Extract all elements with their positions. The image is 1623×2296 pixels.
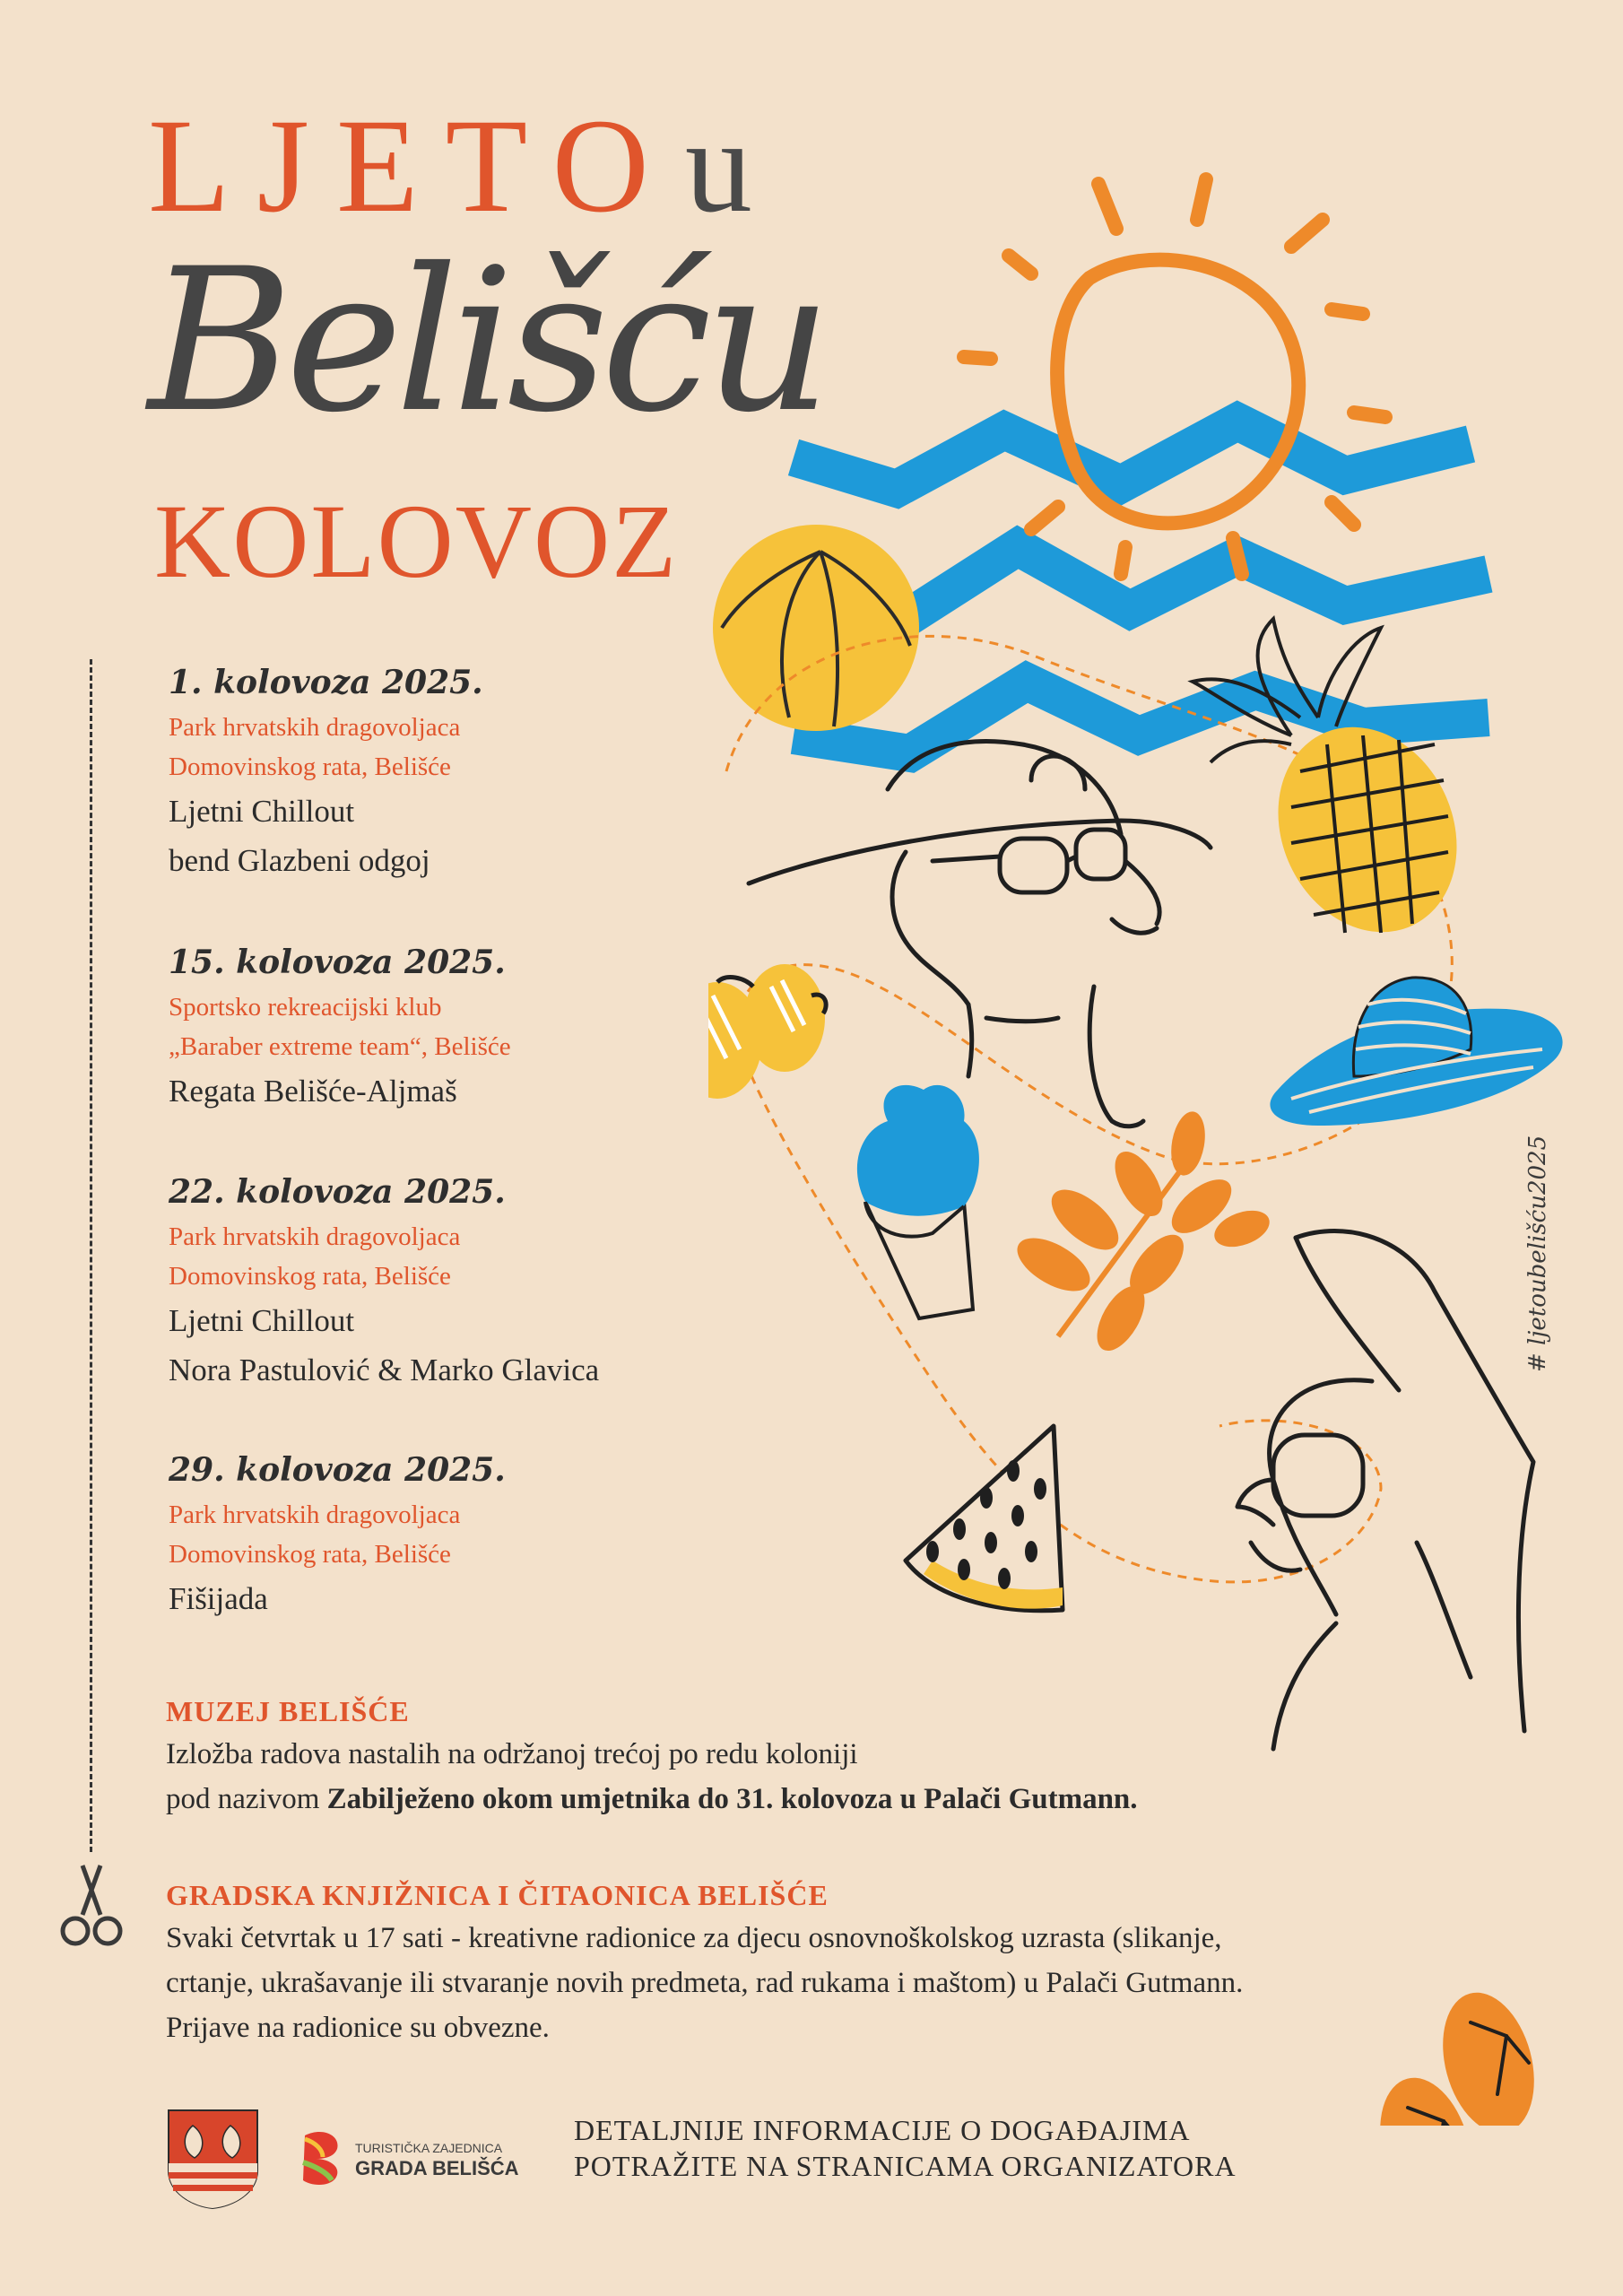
event-date: 29. kolovoza 2025. xyxy=(169,1451,506,1489)
title-ljeto-word: LJETO xyxy=(148,91,676,240)
footer-info-line: POTRAŽITE NA STRANICAMA ORGANIZATORA xyxy=(574,2150,1237,2182)
tourist-board-small-text: TURISTIČKA ZAJEDNICA xyxy=(355,2141,503,2155)
event-description: Regata Belišće-Aljmaš xyxy=(169,1074,457,1109)
scissors-icon xyxy=(56,1861,127,1951)
event-description: Nora Pastulović & Marko Glavica xyxy=(169,1352,600,1388)
library-text-line: crtanje, ukrašavanje ili stvaranje novih predmeta, rad rukama i maštom) u Palači Gutmann. xyxy=(166,1967,1244,1999)
library-title: GRADSKA KNJIŽNICA I ČITAONICA BELIŠĆE xyxy=(166,1879,829,1911)
city-coat-of-arms-icon xyxy=(166,2108,260,2211)
event-description: Fišijada xyxy=(169,1581,268,1617)
sun-hat-icon xyxy=(1270,978,1562,1126)
title-u-word: u xyxy=(684,91,752,240)
hashtag-text: # ljetoubelišću2025 xyxy=(1524,1135,1551,1372)
event-place: Domovinskog rata, Belišće xyxy=(169,752,451,782)
hashtag-vertical xyxy=(1506,1135,1560,1390)
sun-icon xyxy=(964,179,1385,574)
event-date: 1. kolovoza 2025. xyxy=(169,664,483,701)
library-text-line: Svaki četvrtak u 17 sati - kreativne radionice za djecu osnovnoškolskog uzrasta (slikanje, xyxy=(166,1922,1222,1954)
event-item xyxy=(169,944,725,1116)
museum-exhibition-name: Zabilježeno okom umjetnika do 31. kolovoza u Palači Gutmann. xyxy=(326,1783,1138,1815)
event-item xyxy=(169,1451,725,1623)
summer-illustration xyxy=(708,152,1605,2126)
library-text-line: Prijave na radionice su obvezne. xyxy=(166,2012,550,2044)
museum-section xyxy=(166,1695,1332,1822)
man-with-cap-illustration xyxy=(749,742,1211,1126)
museum-text-line xyxy=(166,1777,1332,1822)
title-city: Belišću xyxy=(148,226,825,456)
footer-info xyxy=(574,2112,1237,2184)
event-place: Park hrvatskih dragovoljaca xyxy=(169,1500,461,1530)
tourist-board-name: GRADA BELIŠĆA xyxy=(355,2157,519,2179)
event-date: 22. kolovoza 2025. xyxy=(169,1173,506,1211)
dashed-cut-line xyxy=(90,659,92,1852)
event-place: Park hrvatskih dragovoljaca xyxy=(169,1222,461,1252)
event-description: Ljetni Chillout xyxy=(169,794,355,830)
ice-cream-icon xyxy=(857,1085,979,1318)
tourist-board-logo xyxy=(296,2121,529,2202)
event-place: „Baraber extreme team“, Belišće xyxy=(169,1032,511,1062)
beach-ball-icon xyxy=(713,525,919,731)
sunglasses-icon xyxy=(708,964,826,1099)
watermelon-slice-icon xyxy=(906,1426,1063,1611)
tourist-board-icon xyxy=(296,2126,346,2189)
event-item xyxy=(169,1173,725,1395)
footer-info-line: DETALJNIJE INFORMACIJE O DOGAĐAJIMA xyxy=(574,2114,1191,2146)
event-place: Sportsko rekreacijski klub xyxy=(169,993,442,1022)
museum-title: MUZEJ BELIŠĆE xyxy=(166,1695,410,1727)
event-item xyxy=(169,664,725,885)
woman-illustration xyxy=(1237,1231,1533,1750)
event-description: Ljetni Chillout xyxy=(169,1303,355,1339)
title-month: KOLOVOZ xyxy=(154,483,679,600)
museum-text-line: Izložba radova nastalih na održanoj trećoj po redu koloniji xyxy=(166,1738,858,1770)
event-description: bend Glazbeni odgoj xyxy=(169,843,430,879)
title-ljeto xyxy=(148,91,752,240)
event-place: Domovinskog rata, Belišće xyxy=(169,1540,451,1570)
event-place: Park hrvatskih dragovoljaca xyxy=(169,713,461,743)
leaf-branch-icon xyxy=(1009,1109,1274,1358)
museum-text-prefix: pod nazivom xyxy=(166,1783,320,1815)
event-date: 15. kolovoza 2025. xyxy=(169,944,506,981)
event-place: Domovinskog rata, Belišće xyxy=(169,1262,451,1292)
library-section xyxy=(166,1879,1466,2050)
